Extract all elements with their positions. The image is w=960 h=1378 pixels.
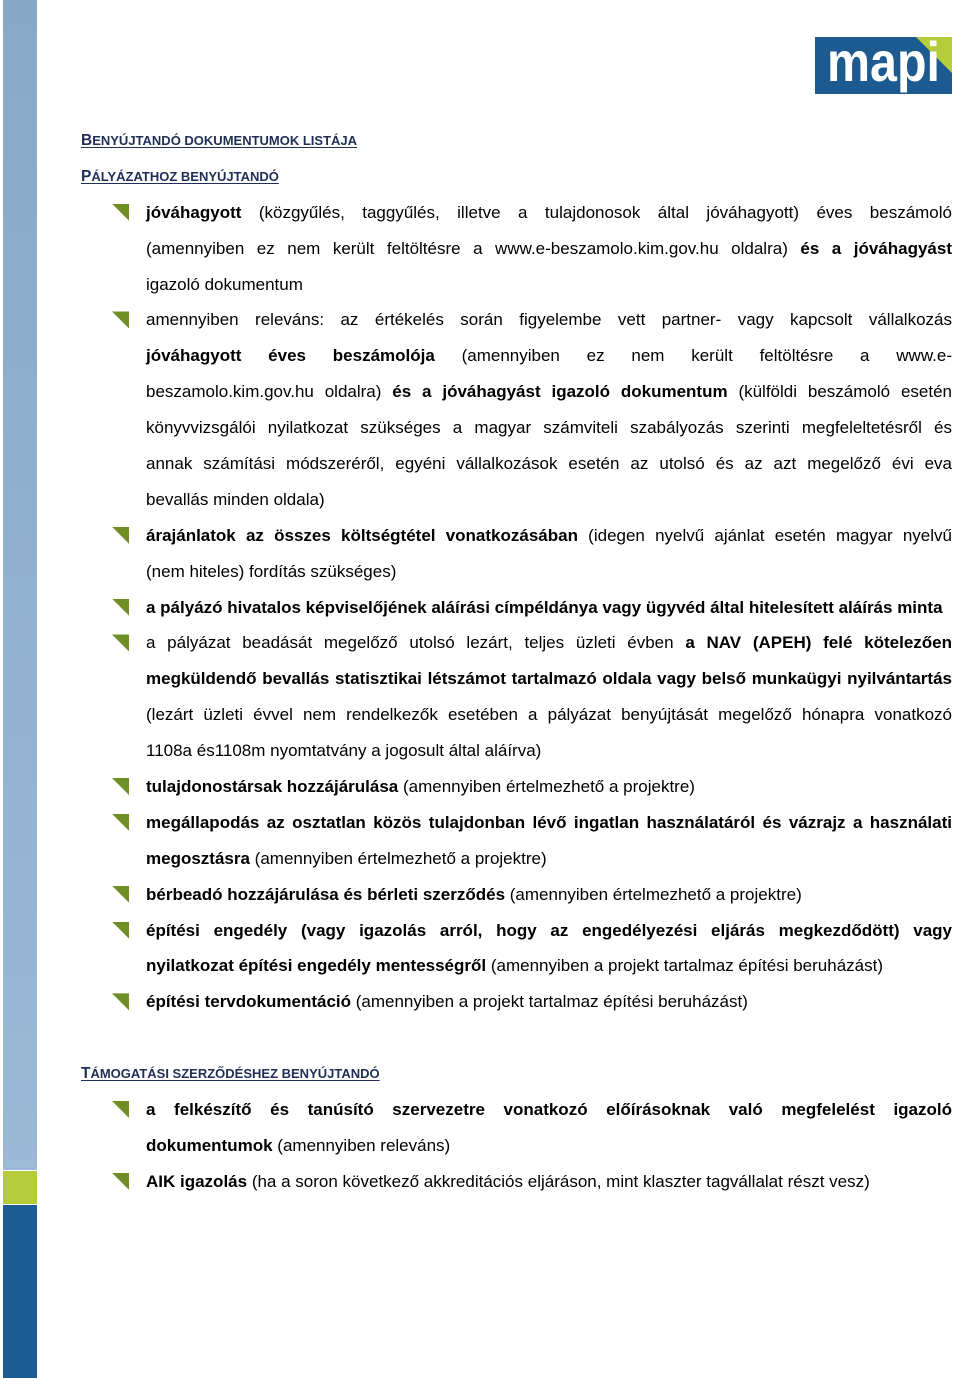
item-line: [146, 625, 952, 661]
triangle-bullet-icon: [112, 778, 129, 795]
item-text-bold: tulajdonostársak hozzájárulása: [146, 777, 399, 797]
item-text-bold: jóváhagyott: [146, 202, 242, 222]
item-text: beszamolo.kim.gov.hu oldalra): [146, 382, 393, 402]
item-text: (külföldi beszámoló esetén: [727, 382, 952, 402]
item-line: [146, 697, 952, 733]
item-text: (amennyiben releváns): [272, 1135, 451, 1155]
triangle-bullet-icon: [112, 599, 129, 616]
item-text: a pályázat beadását megelőző utolsó lezárt, teljes üzleti évben: [146, 633, 686, 653]
decorative-side-stripe: [3, 0, 37, 1378]
item-text-bold: árajánlatok az összes költségtétel vonatkozásában: [146, 525, 578, 545]
item-text-bold: nyilatkozat építési engedély mentességről: [146, 956, 487, 976]
item-text: (amennyiben a projekt tartalmaz építési beruházást): [486, 956, 883, 976]
item-line: [146, 805, 952, 841]
list-item: [81, 984, 952, 1020]
item-text-bold: AIK igazolás: [146, 1171, 248, 1191]
item-line: [146, 231, 952, 267]
list-item: [81, 518, 952, 590]
document-list: [81, 195, 952, 1020]
item-line: [146, 482, 952, 518]
triangle-bullet-icon: [112, 311, 129, 328]
logo-wordmark: mapi: [827, 37, 940, 93]
item-line: [146, 1128, 952, 1164]
side-stripe-light-blue: [3, 0, 37, 1170]
item-text: igazoló dokumentum: [146, 274, 303, 294]
item-text: (idegen nyelvű ajánlat esetén magyar nyelvű: [577, 525, 952, 545]
item-line: [146, 374, 952, 410]
list-item: [81, 590, 952, 626]
list-item: [81, 195, 952, 303]
triangle-bullet-icon: [112, 922, 129, 939]
item-line: [146, 984, 952, 1020]
item-text-bold: megosztásra: [146, 848, 250, 868]
item-text: (nem hiteles) fordítás szükséges): [146, 561, 397, 581]
item-line: [146, 1092, 952, 1128]
item-line: [146, 948, 952, 984]
item-line: [146, 590, 952, 626]
side-stripe-lime: [3, 1171, 37, 1204]
list-item: [81, 805, 952, 877]
item-line: [146, 877, 952, 913]
item-line: [146, 841, 952, 877]
item-line: [146, 661, 952, 697]
item-text-bold: a felkészítő és tanúsító szervezetre vonatkozó előírásoknak való megfelelést igazoló: [146, 1100, 952, 1120]
list-item: [81, 769, 952, 805]
list-item: [81, 913, 952, 985]
list-item: [81, 1164, 952, 1200]
section-heading: PÁLYÁZATHOZ BENYÚJTANDÓ: [81, 167, 279, 185]
item-text: (amennyiben ez nem került feltöltésre a www.e-: [434, 346, 953, 366]
item-text: (közgyűlés, taggyűlés, illetve a tulajdonosok által jóváhagyott) éves beszámoló: [241, 202, 952, 222]
item-text: (ha a soron következő akkreditációs eljáráson, mint klaszter tagvállalat részt vesz): [247, 1171, 870, 1191]
item-text-bold: dokumentumok: [146, 1135, 273, 1155]
section-heading: TÁMOGATÁSI SZERZŐDÉSHEZ BENYÚJTANDÓ: [81, 1065, 380, 1083]
item-line: [146, 1164, 952, 1200]
side-stripe-dark-blue: [3, 1205, 37, 1378]
item-text: (lezárt üzleti évvel nem rendelkezők esetében a pályázat benyújtását megelőző hónapra vonatkozó: [146, 705, 952, 725]
item-line: [146, 338, 952, 374]
item-line: [146, 554, 952, 590]
triangle-bullet-icon: [112, 1173, 129, 1190]
list-item: [81, 302, 952, 517]
item-text-bold: jóváhagyott éves beszámolója: [146, 346, 435, 366]
triangle-bullet-icon: [112, 993, 129, 1010]
item-line: [146, 410, 952, 446]
item-text-bold: és a jóváhagyást igazoló dokumentum: [392, 382, 728, 402]
item-text: (amennyiben értelmezhető a projektre): [398, 777, 695, 797]
item-text: amennyiben releváns: az értékelés során figyelembe vett partner- vagy kapcsolt vállalkozás: [146, 310, 952, 330]
triangle-bullet-icon: [112, 886, 129, 903]
item-text: annak számítási módszeréről, egyéni vállalkozások esetén az utolsó és az azt megelőző évi eva: [146, 454, 952, 474]
list-item: [81, 625, 952, 769]
item-text: (amennyiben ez nem került feltöltésre a www.e-beszamolo.kim.gov.hu oldalra): [146, 238, 801, 258]
item-text-bold: építési engedély (vagy igazolás arról, hogy az engedélyezési eljárás megkezdődött) vagy: [146, 920, 952, 940]
triangle-bullet-icon: [112, 814, 129, 831]
item-text: könyvvizsgálói nyilatkozat szükséges a magyar számviteli szabályozás szerinti megfeleltetésről és: [146, 418, 952, 438]
item-line: [146, 913, 952, 949]
triangle-bullet-icon: [112, 1101, 129, 1118]
item-text: bevallás minden oldala): [146, 489, 325, 509]
item-text: 1108a és1108m nyomtatvány a jogosult által aláírva): [146, 741, 542, 761]
section-application: [81, 159, 952, 1020]
item-text-bold: a NAV (APEH) felé kötelezően: [685, 633, 952, 653]
section-grant-contract: [81, 1056, 952, 1200]
document-list: [81, 1092, 952, 1200]
item-text-bold: építési tervdokumentáció: [146, 992, 352, 1012]
list-item: [81, 1092, 952, 1164]
document-body: [81, 123, 952, 1200]
item-text-bold: és a jóváhagyást: [800, 238, 952, 258]
item-text: (amennyiben a projekt tartalmaz építési beruházást): [351, 992, 748, 1012]
triangle-bullet-icon: [112, 204, 129, 221]
item-line: [146, 195, 952, 231]
item-text-bold: megállapodás az osztatlan közös tulajdonban lévő ingatlan használatáról és vázrajz a használati: [146, 812, 952, 832]
item-text: (amennyiben értelmezhető a projektre): [249, 848, 547, 868]
item-line: [146, 769, 952, 805]
logo-graphic: [815, 37, 952, 94]
item-line: [146, 267, 952, 303]
item-line: [146, 733, 952, 769]
item-line: [146, 518, 952, 554]
mapi-logo: [815, 37, 952, 94]
item-line: [146, 302, 952, 338]
item-text-bold: a pályázó hivatalos képviselőjének aláírási címpéldánya vagy ügyvéd által hitelesített aláírás minta: [146, 597, 943, 617]
triangle-bullet-icon: [112, 527, 129, 544]
item-text-bold: megküldendő bevallás statisztikai létszámot tartalmazó oldala vagy belső munkaügyi nyilvántartás: [146, 669, 952, 689]
list-item: [81, 877, 952, 913]
triangle-bullet-icon: [112, 634, 129, 651]
item-text: (amennyiben értelmezhető a projektre): [505, 884, 802, 904]
document-title: BENYÚJTANDÓ DOKUMENTUMOK LISTÁJA: [81, 132, 358, 149]
item-text-bold: bérbeadó hozzájárulása és bérleti szerződés: [146, 884, 506, 904]
item-line: [146, 446, 952, 482]
